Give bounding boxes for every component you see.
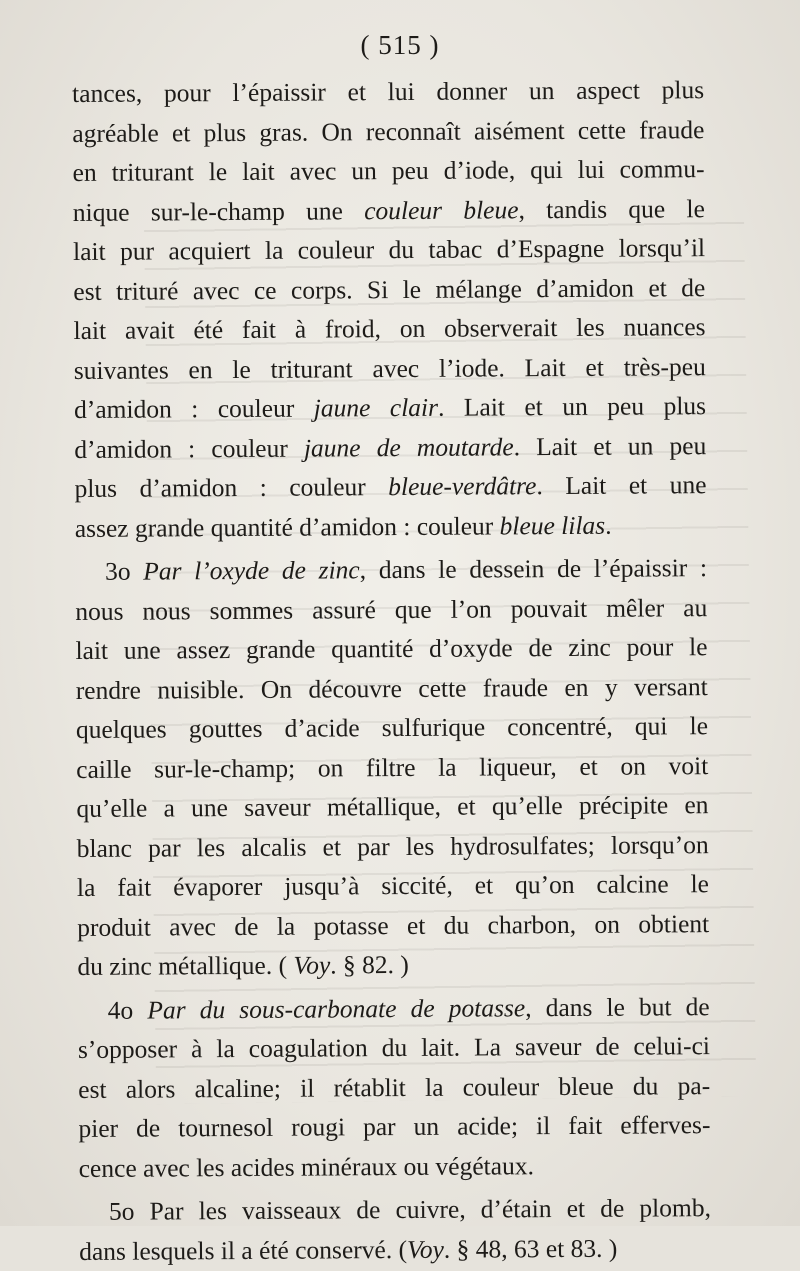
text-line: d’amidon : couleur jaune de moutarde. Lait et un peu <box>74 430 707 464</box>
text-line: suivantes en le triturant avec l’iode. Lait et très-peu <box>73 351 706 385</box>
italic-phrase: Par l’oxyde de zinc <box>143 555 360 586</box>
italic-phrase: bleue-verdâtre <box>388 471 537 502</box>
text-line: pier de tournesol rougi par un acide; il fait efferves- <box>78 1110 711 1143</box>
text-line: nique sur-le-champ une couleur bleue, tandis que le <box>72 193 705 227</box>
text-line: quelques gouttes d’acide sulfurique concentré, qui le <box>75 711 709 744</box>
text-line: agréable et plus gras. On reconnaît aisément cette fraude <box>72 114 705 148</box>
italic-phrase: jaune clair <box>313 392 439 423</box>
text-line: d’amidon : couleur jaune clair. Lait et un peu plus <box>73 391 707 424</box>
text-line: blanc par les alcalis et par les hydrosulfates; lorsqu’on <box>76 829 709 863</box>
text-line: est trituré avec ce corps. Si le mélange d’amidon et de <box>73 272 706 306</box>
text-line: nous nous sommes assuré que l’on pouvait mêler au <box>75 592 708 626</box>
paragraph-2 <box>75 548 710 986</box>
text-line: caille sur-le-champ; on filtre la liqueur, et on voit <box>76 750 709 784</box>
text-line: tances, pour l’épaissir et lui donner un aspect plus <box>72 75 705 108</box>
text-line: la fait évaporer jusqu’à siccité, et qu’on calcine le <box>76 869 710 902</box>
italic-phrase: Voy <box>406 1234 444 1264</box>
text-line: s’opposer à la coagulation du lait. La saveur de celui-ci <box>77 1031 711 1064</box>
text-line: lait une assez grande quantité d’oxyde de zinc pour le <box>75 632 708 665</box>
text-line: 3o Par l’oxyde de zinc, dans le dessein de l’épaissir : <box>104 553 708 586</box>
text-line: est alors alcaline; il rétablit la couleur bleue du pa- <box>78 1070 711 1104</box>
text-line: qu’elle a une saveur métallique, et qu’elle précipite en <box>76 790 709 823</box>
italic-phrase: Par du sous-carbonate de potasse <box>147 992 526 1025</box>
italic-phrase: bleue lilas <box>499 510 606 540</box>
italic-phrase: jaune de moutarde <box>303 431 514 463</box>
text-line: rendre nuisible. On découvre cette fraude en y versant <box>75 671 708 705</box>
italic-phrase: Voy <box>293 950 331 980</box>
text-line: lait avait été fait à froid, on observerait les nuances <box>73 312 706 345</box>
text-line: 4o Par du sous-carbonate de potasse, dans le but de <box>107 991 710 1025</box>
body-text <box>72 70 711 1271</box>
page-number: ( 515 ) <box>360 30 440 60</box>
text-line: dans lesquels il a été conservé. (Voy. § 48, 63 et 83. ) <box>79 1233 618 1266</box>
text-line: cence avec les acides minéraux ou végétaux. <box>78 1150 534 1183</box>
italic-phrase: couleur bleue <box>364 194 519 225</box>
text-line: en triturant le lait avec un peu d’iode, qui lui commu- <box>72 154 705 187</box>
text-line: du zinc métallique. ( Voy. § 82. ) <box>77 949 409 981</box>
text-line: assez grande quantité d’amidon : couleur bleue lilas. <box>74 510 612 543</box>
text-line: produit avec de la potasse et du charbon, on obtient <box>77 908 710 942</box>
text-line: 5o Par les vaisseaux de cuivre, d’étain et de plomb, <box>108 1193 712 1226</box>
paragraph-4 <box>79 1188 711 1271</box>
paragraph-1 <box>72 70 707 548</box>
text-line: plus d’amidon : couleur bleue-verdâtre. Lait et une <box>74 470 707 503</box>
paragraph-3 <box>78 987 711 1188</box>
text-line: lait pur acquiert la couleur du tabac d’Espagne lorsqu’il <box>72 233 706 266</box>
